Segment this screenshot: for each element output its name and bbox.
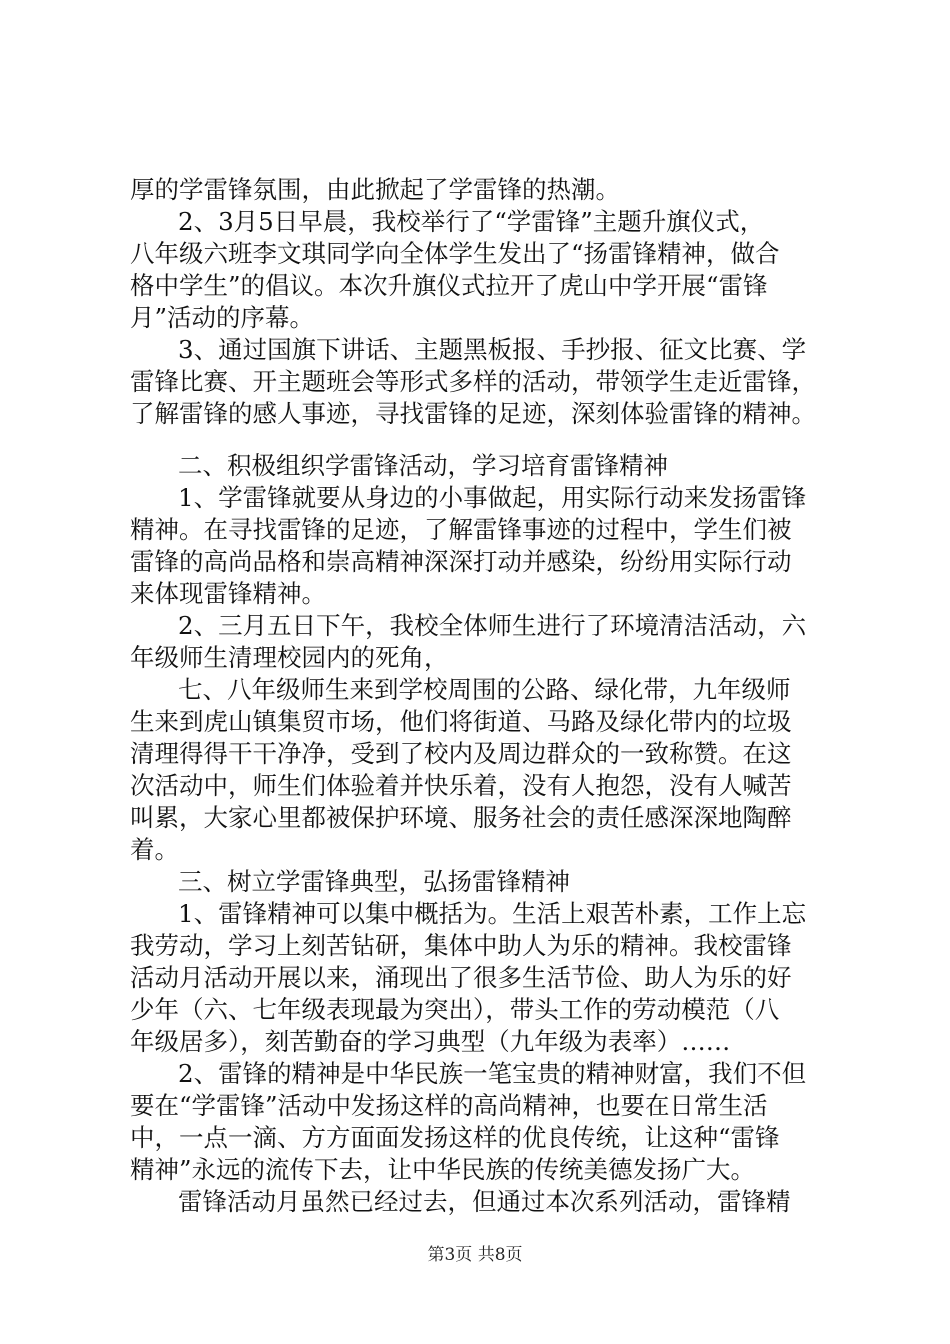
paragraph-line: 了解雷锋的感人事迹，寻找雷锋的足迹，深刻体验雷锋的精神。 xyxy=(130,399,816,428)
paragraph-line: 八年级六班李文琪同学向全体学生发出了“扬雷锋精神，做合 xyxy=(130,239,780,268)
paragraph-line: 3、通过国旗下讲话、主题黑板报、手抄报、征文比赛、学 xyxy=(178,335,807,364)
paragraph-line: 着。 xyxy=(130,835,179,864)
paragraph-line: 月”活动的序幕。 xyxy=(130,303,315,332)
paragraph-line: 年级师生清理校园内的死角， xyxy=(130,643,449,672)
paragraph-line: 2、三月五日下午，我校全体师生进行了环境清洁活动，六 xyxy=(178,611,807,640)
paragraph-line: 七、八年级师生来到学校周围的公路、绿化带，九年级师 xyxy=(178,675,791,704)
paragraph-line: 要在“学雷锋”活动中发扬这样的高尚精神，也要在日常生活 xyxy=(130,1091,768,1120)
section-heading: 二、积极组织学雷锋活动，学习培育雷锋精神 xyxy=(178,451,668,480)
paragraph-line: 来体现雷锋精神。 xyxy=(130,579,326,608)
paragraph-line: 活动月活动开展以来，涌现出了很多生活节俭、助人为乐的好 xyxy=(130,963,792,992)
page-number-footer: 第3页 共8页 xyxy=(427,1245,523,1265)
paragraph-line: 我劳动，学习上刻苦钻研，集体中助人为乐的精神。我校雷锋 xyxy=(130,931,792,960)
paragraph-line: 叫累，大家心里都被保护环境、服务社会的责任感深深地陶醉 xyxy=(130,803,792,832)
paragraph-line: 2、3月5日早晨，我校举行了“学雷锋”主题升旗仪式， xyxy=(178,207,765,236)
paragraph-line: 生来到虎山镇集贸市场，他们将街道、马路及绿化带内的垃圾 xyxy=(130,707,792,736)
paragraph-line: 雷锋比赛、开主题班会等形式多样的活动，带领学生走近雷锋， xyxy=(130,367,816,396)
section-heading: 三、树立学雷锋典型，弘扬雷锋精神 xyxy=(178,867,570,896)
paragraph-line: 年级居多），刻苦勤奋的学习典型（九年级为表率）…… xyxy=(130,1027,731,1056)
paragraph-line: 1、雷锋精神可以集中概括为。生活上艰苦朴素，工作上忘 xyxy=(178,899,807,928)
paragraph-line: 清理得得干干净净，受到了校内及周边群众的一致称赞。在这 xyxy=(130,739,792,768)
paragraph-line: 次活动中，师生们体验着并快乐着，没有人抱怨，没有人喊苦 xyxy=(130,771,792,800)
paragraph-line: 雷锋的高尚品格和崇高精神深深打动并感染，纷纷用实际行动 xyxy=(130,547,792,576)
paragraph-line: 格中学生”的倡议。本次升旗仪式拉开了虎山中学开展“雷锋 xyxy=(130,271,768,300)
paragraph-line: 精神”永远的流传下去，让中华民族的传统美德发扬广大。 xyxy=(130,1155,756,1184)
paragraph-line: 精神。在寻找雷锋的足迹，了解雷锋事迹的过程中，学生们被 xyxy=(130,515,792,544)
paragraph-line: 中，一点一滴、方方面面发扬这样的优良传统，让这种“雷锋 xyxy=(130,1123,780,1152)
paragraph-line: 少年（六、七年级表现最为突出），带头工作的劳动模范（八 xyxy=(130,995,780,1024)
paragraph-line: 雷锋活动月虽然已经过去，但通过本次系列活动，雷锋精 xyxy=(178,1187,791,1216)
paragraph-line: 2、雷锋的精神是中华民族一笔宝贵的精神财富，我们不但 xyxy=(178,1059,807,1088)
paragraph-line: 厚的学雷锋氛围，由此掀起了学雷锋的热潮。 xyxy=(130,175,620,204)
paragraph-line: 1、学雷锋就要从身边的小事做起，用实际行动来发扬雷锋 xyxy=(178,483,807,512)
